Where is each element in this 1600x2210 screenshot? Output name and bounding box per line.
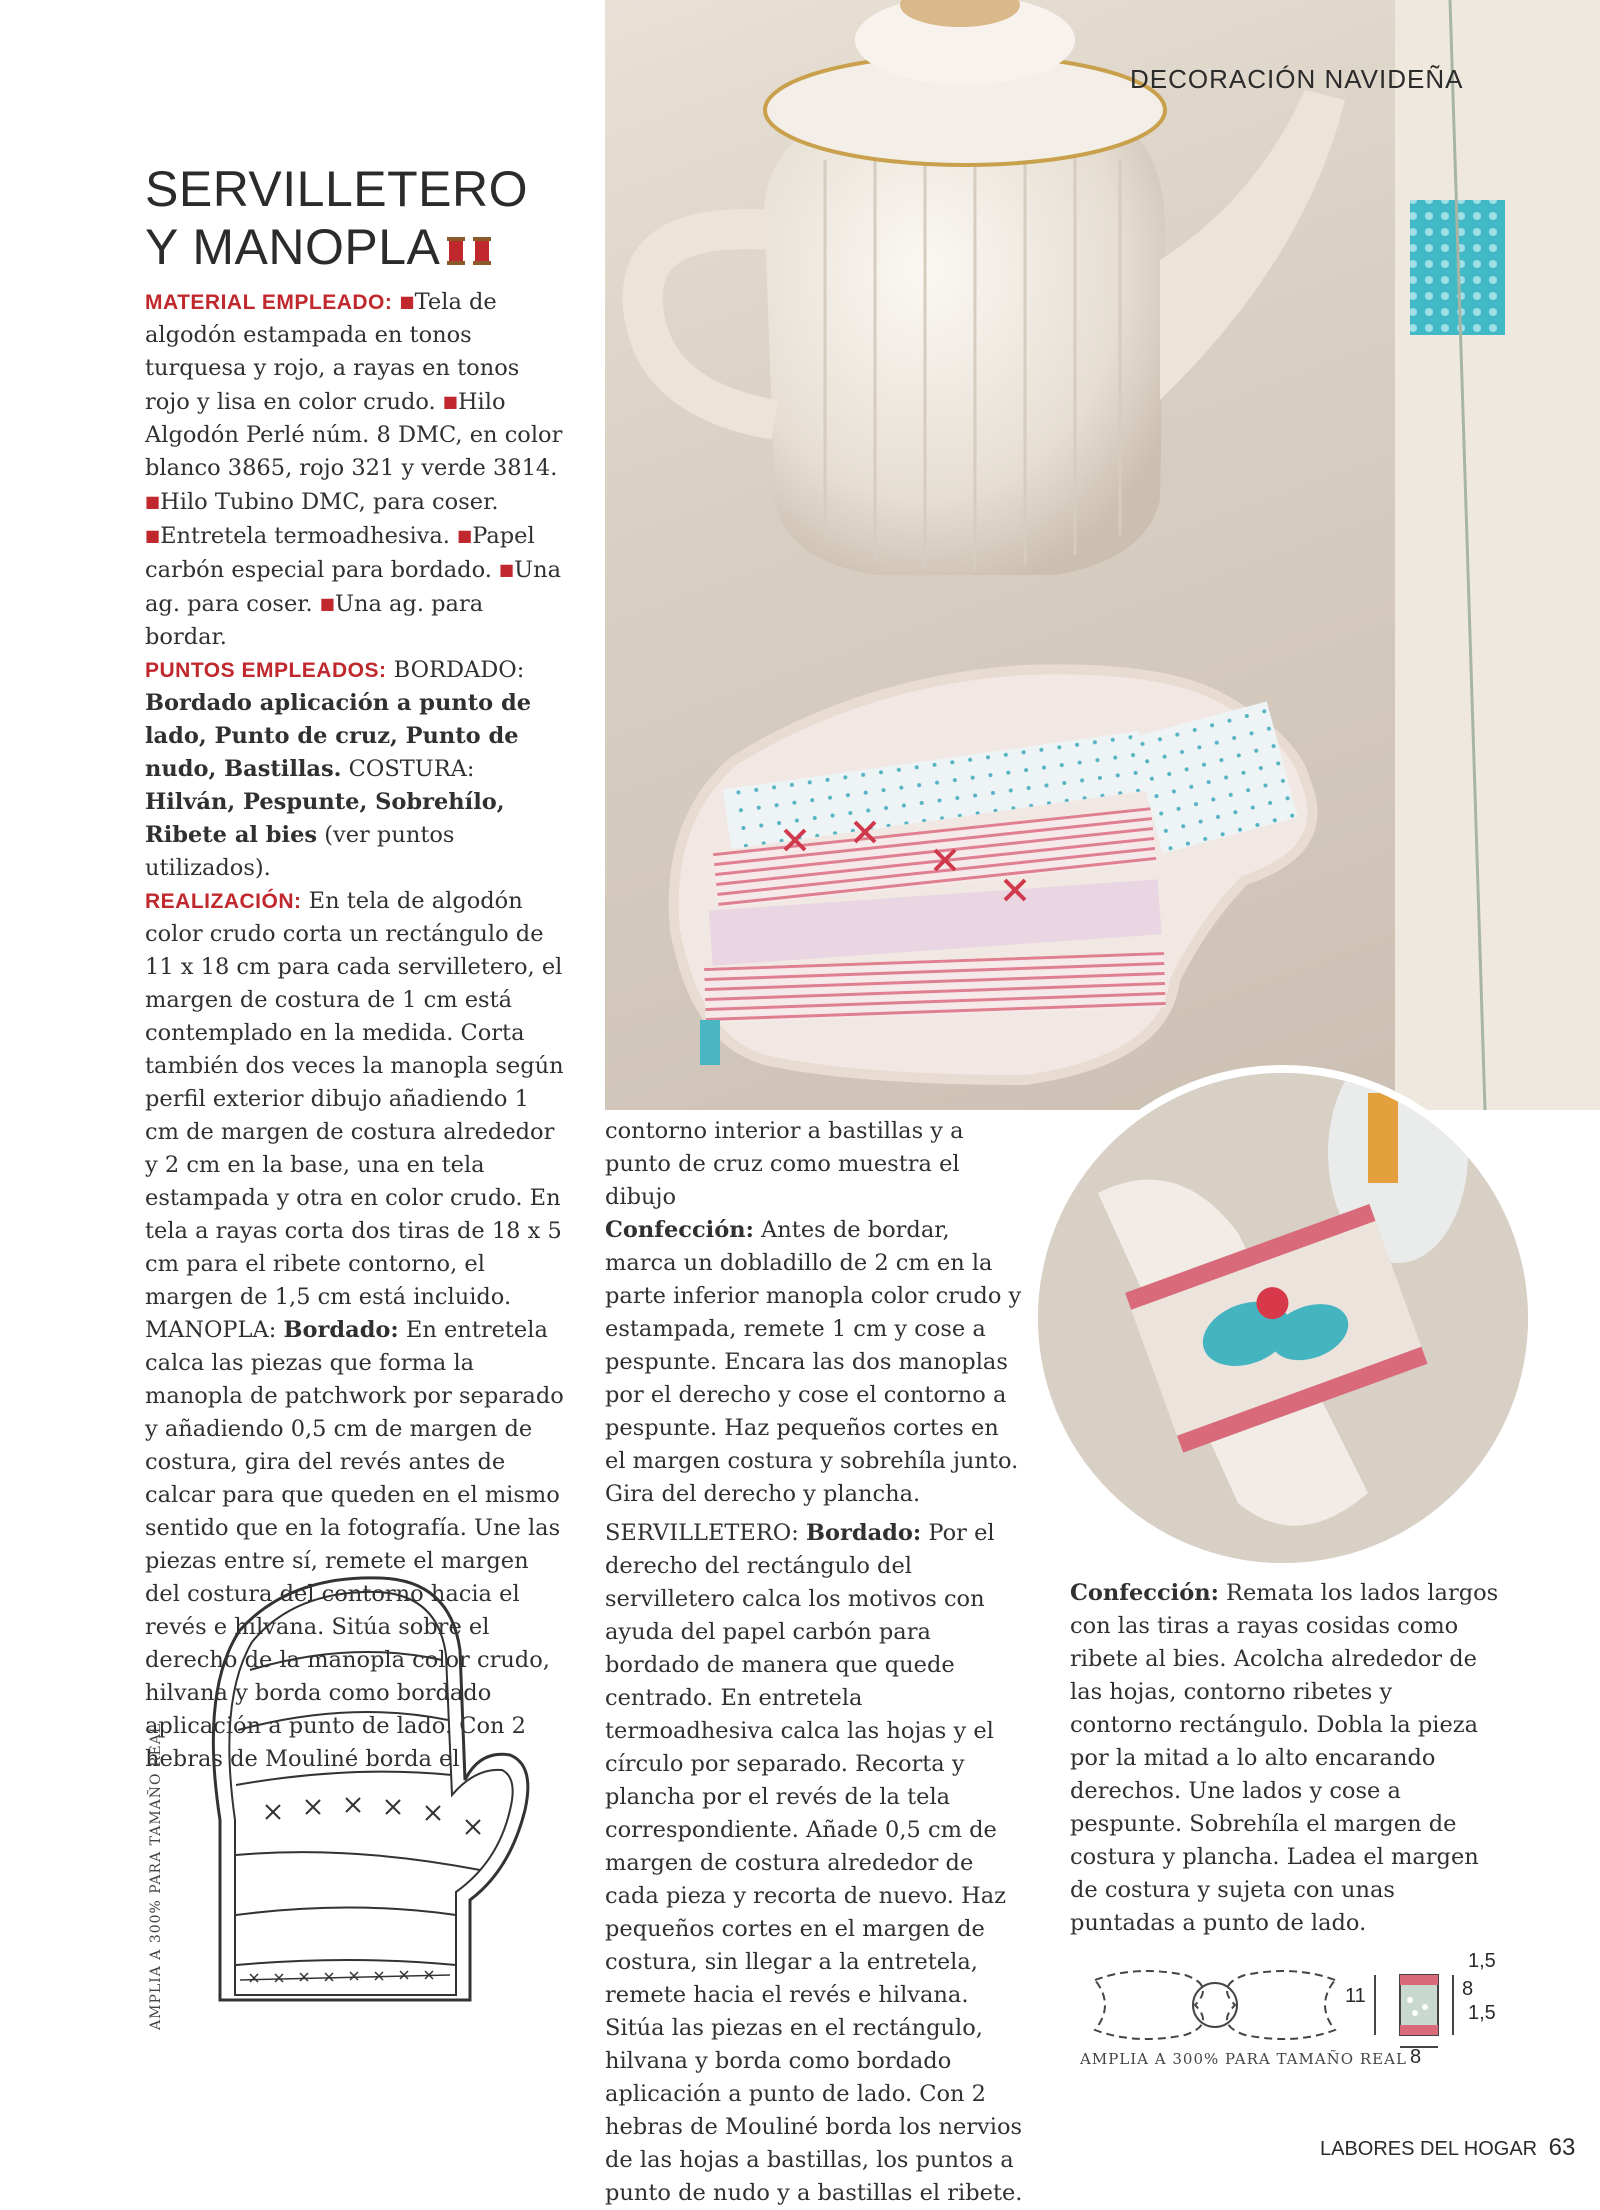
- dim-border-bottom: 1,5: [1468, 2002, 1496, 2024]
- mitten-embroidery-label: Bordado:: [283, 1317, 399, 1343]
- article-title: [145, 160, 528, 276]
- napkin-ring-assembly-text: Remata los lados largos con las tiras a rayas cosidas como ribete al bies. Acolcha alrededor de las hojas, contorno ribetes y contorno rectángulo. Dobla la pieza por la mitad a lo alto encarando derechos. Une lados y cose a pespunte. Sobrehíla el margen de costura y plancha. Ladea el margen de costura y sujeta con unas puntadas a punto de lado.: [1070, 1580, 1499, 1936]
- bullet-icon: ■: [399, 292, 415, 311]
- napkin-ring-pattern-diagram: [1085, 1945, 1525, 2065]
- napkin-ring-paragraph: [605, 1517, 1025, 2210]
- napkin-ring-label: SERVILLETERO:: [605, 1520, 799, 1546]
- dim-height-11: 11: [1345, 1985, 1366, 2007]
- bullet-icon: ■: [457, 526, 473, 545]
- napkin-ring-pattern-drawing: [1085, 1945, 1525, 2065]
- stitches-note: (ver puntos utilizados).: [145, 822, 455, 881]
- column-left: [145, 285, 567, 1776]
- realization-label: REALIZACIÓN:: [145, 890, 302, 913]
- dim-width-8: 8: [1410, 2046, 1422, 2068]
- materials-text-4: Entretela termoadhesiva.: [160, 523, 450, 549]
- mitten-continuation: contorno interior a bastillas y a punto de cruz como muestra el dibujo: [605, 1118, 964, 1210]
- mitten-pattern-drawing: [180, 1570, 540, 2040]
- column-right: [1070, 1577, 1500, 1940]
- materials-text-6: Una ag. para coser.: [145, 557, 562, 617]
- stitches-sewing-list: Hilván, Pespunte, Sobrehílo, Ribete al bies: [145, 789, 505, 848]
- stitches-embroidery: BORDADO:: [393, 657, 525, 683]
- dim-height-8: 8: [1462, 1978, 1474, 2000]
- materials-text-5: Papel carbón especial para bordado.: [145, 523, 535, 583]
- bullet-icon: ■: [319, 594, 335, 613]
- napkin-ring-illustration: [1038, 1073, 1528, 1563]
- stitches-paragraph: [145, 654, 567, 885]
- section-tag: DECORACIÓN NAVIDEÑA: [1130, 64, 1464, 94]
- page-number: 63: [1548, 2134, 1576, 2161]
- title-line-2-text: Y MANOPLA: [145, 219, 441, 275]
- mitten-assembly-text: Antes de bordar, marca un dobladillo de 2 cm en la parte inferior manopla color crudo y estampada, remete 1 cm y cose a pespunte. Encara las dos manoplas por el derecho y cose el contorno a pespunte. Haz pequeños cortes en el margen costura y sobrehíla junto. Gira del derecho y plancha.: [605, 1217, 1022, 1507]
- column-middle: [605, 1115, 1025, 2210]
- mitten-enlarge-note: AMPLIA A 300% PARA TAMAÑO REAL: [148, 1722, 164, 2030]
- mitten-pattern-diagram: [180, 1570, 540, 2040]
- page-footer: [1320, 2134, 1575, 2162]
- materials-text-1: Tela de algodón estampada en tonos turquesa y rojo, a rayas en tonos rojo y lisa en color crudo.: [145, 289, 520, 415]
- realization-text: En tela de algodón color crudo corta un rectángulo de 11 x 18 cm para cada servilletero, el margen de costura de 1 cm está contemplado en la medida. Corta también dos veces la manopla según perfil exterior dibujo añadiendo 1 cm de margen de costura alrededor y 2 cm en la base, una en tela estampada y otra en color crudo. En tela a rayas corta dos tiras de 18 x 5 cm para el ribete contorno, el margen de 1,5 cm está incluido.: [145, 888, 564, 1310]
- materials-text-2: Hilo Algodón Perlé núm. 8 DMC, en color blanco 3865, rojo 321 y verde 3814.: [145, 389, 563, 481]
- mitten-label: MANOPLA:: [145, 1317, 277, 1343]
- napkin-ring-assembly-label: Confección:: [1070, 1580, 1219, 1606]
- napkin-enlarge-note: AMPLIA A 300% PARA TAMAÑO REAL: [1080, 2050, 1407, 2068]
- napkin-ring-photo: [1030, 1065, 1536, 1571]
- realization-paragraph: [145, 885, 567, 1314]
- bullet-icon: ■: [499, 560, 515, 579]
- napkin-ring-assembly-paragraph: [1070, 1577, 1500, 1940]
- teapot-mitten-photo: [605, 0, 1600, 1110]
- bullet-icon: ■: [145, 526, 161, 545]
- materials-text-3: Hilo Tubino DMC, para coser.: [160, 489, 499, 515]
- spool-icon: [446, 236, 466, 266]
- mitten-assembly-paragraph: [605, 1214, 1025, 1511]
- title-line-1: SERVILLETERO: [145, 161, 529, 217]
- stitches-label: PUNTOS EMPLEADOS:: [145, 659, 387, 682]
- mitten-text: En entretela calca las piezas que forma la manopla de patchwork por separado y añadiendo 0,5 cm de margen de costura, gira del revés antes de calcar para que queden en el mismo sentido que en la fotografía. Une las piezas entre sí, remete el margen del costura del contorno hacia el revés e hilvana. Sitúa sobre el derecho de la manopla color crudo, hilvana y borda como bordado aplicación a punto de lado. Con 2 hebras de Mouliné borda el: [145, 1317, 564, 1772]
- title-line-2: [145, 218, 528, 276]
- mitten-assembly-label: Confección:: [605, 1217, 754, 1243]
- spool-icon: [472, 236, 492, 266]
- stitches-embroidery-list: Bordado aplicación a punto de lado, Punto de cruz, Punto de nudo, Bastillas.: [145, 690, 532, 782]
- bullet-icon: ■: [145, 492, 161, 511]
- bullet-icon: ■: [442, 392, 458, 411]
- dim-border-top: 1,5: [1468, 1950, 1496, 1972]
- materials-text-7: Una ag. para bordar.: [145, 591, 484, 650]
- teapot-mitten-illustration: [605, 0, 1600, 1110]
- materials-paragraph: [145, 285, 567, 654]
- magazine-name: LABORES DEL HOGAR: [1320, 2138, 1538, 2160]
- materials-label: MATERIAL EMPLEADO:: [145, 291, 393, 314]
- stitches-sewing: COSTURA:: [348, 756, 475, 782]
- napkin-ring-embroidery-label: Bordado:: [805, 1520, 922, 1546]
- napkin-ring-text: Por el derecho del rectángulo del servilletero calca los motivos con ayuda del papel carbón para bordado de manera que quede centrado. En entretela termoadhesiva calca las hojas y el círculo por separado. Recorta y plancha por el revés de la tela correspondiente. Añade 0,5 cm de margen de costura alrededor de cada pieza y recorta de nuevo. Haz pequeños cortes en el margen de costura, sin llegar a la entretela, remete hacia el revés e hilvana. Sitúa las piezas en el rectángulo, hilvana y borda como bordado aplicación a punto de lado. Con 2 hebras de Mouliné borda los nervios de las hojas a bastillas, los puntos a punto de nudo y a bastillas el ribete.: [605, 1520, 1023, 2206]
